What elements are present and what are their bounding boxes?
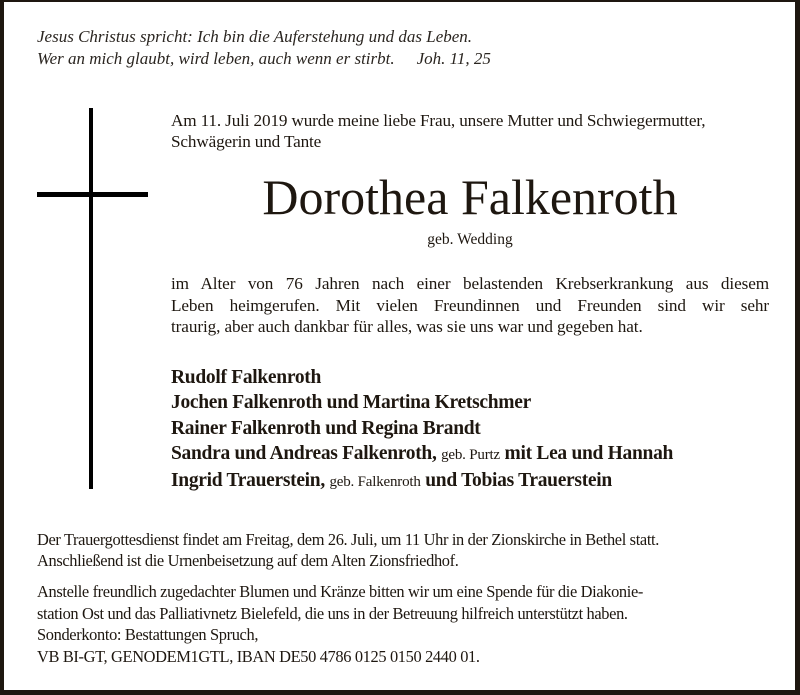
mourner-names: Ingrid Trauerstein, <box>171 470 325 492</box>
mourner-entry: Rudolf Falkenroth <box>171 367 322 388</box>
deceased-name: Dorothea Falkenroth <box>262 169 678 225</box>
bible-verse-reference: Joh. 11, 25 <box>416 49 491 68</box>
cross-horizontal-beam <box>37 192 148 197</box>
donation-line-1: Anstelle freundlich zugedachter Blumen und Kränze bitten wir um eine Spende für die Diakonie- <box>37 582 644 601</box>
bible-verse-line-1: Jesus Christus spricht: Ich bin die Auferstehung und das Leben. <box>37 27 473 46</box>
bible-verse-line-2 <box>37 48 491 70</box>
mourner-names-continued: mit Lea und Hannah <box>504 442 674 464</box>
mourner-birth-name: geb. Purtz <box>441 446 500 463</box>
body-line-1: im Alter von 76 Jahren nach einer belastenden Krebserkrankung aus diesem <box>171 274 769 293</box>
donation-info <box>37 581 643 667</box>
mourner-names-continued: und Tobias Trauerstein <box>425 470 612 492</box>
body-line-2: Leben heimgerufen. Mit vielen Freundinnen und Freunden sind wir sehr <box>171 295 769 315</box>
donation-account-label: Sonderkonto: Bestattungen Spruch, <box>37 625 259 645</box>
mourner-names: Sandra und Andreas Falkenroth, <box>171 442 437 464</box>
body-line-3: traurig, aber auch dankbar für alles, was sie uns war und gegeben hat. <box>171 317 643 336</box>
mourners-list <box>171 365 673 495</box>
announcement-body <box>171 273 769 338</box>
mourner-entry <box>171 468 673 495</box>
cross-vertical-beam <box>89 108 93 489</box>
announcement-intro: Am 11. Juli 2019 wurde meine liebe Frau, unsere Mutter und Schwiegermutter, Schwägerin und Tante <box>171 111 706 151</box>
bible-verse-text: Wer an mich glaubt, wird leben, auch wenn er stirbt. <box>37 49 395 68</box>
mourner-birth-name: geb. Falkenroth <box>329 474 421 491</box>
funeral-service-info <box>37 529 659 571</box>
bible-verse <box>37 26 491 70</box>
birth-name: geb. Wedding <box>427 231 513 248</box>
donation-bank-details: VB BI-GT, GENODEM1GTL, IBAN DE50 4786 0125 0150 2440 01. <box>37 646 480 666</box>
mourner-entry: Jochen Falkenroth und Martina Kretschmer <box>171 392 531 414</box>
service-line-2: Anschließend ist die Urnenbeisetzung auf dem Alten Zionsfriedhof. <box>37 551 459 570</box>
service-line-1: Der Trauergottesdienst findet am Freitag, dem 26. Juli, um 11 Uhr in der Zionskirche in Bethel statt. <box>37 530 659 549</box>
donation-line-2: station Ost und das Palliativnetz Bielefeld, die uns in der Betreuung hilfreich unterstützt haben. <box>37 603 628 623</box>
mourner-entry: Rainer Falkenroth und Regina Brandt <box>171 417 481 439</box>
mourner-entry <box>171 441 673 468</box>
